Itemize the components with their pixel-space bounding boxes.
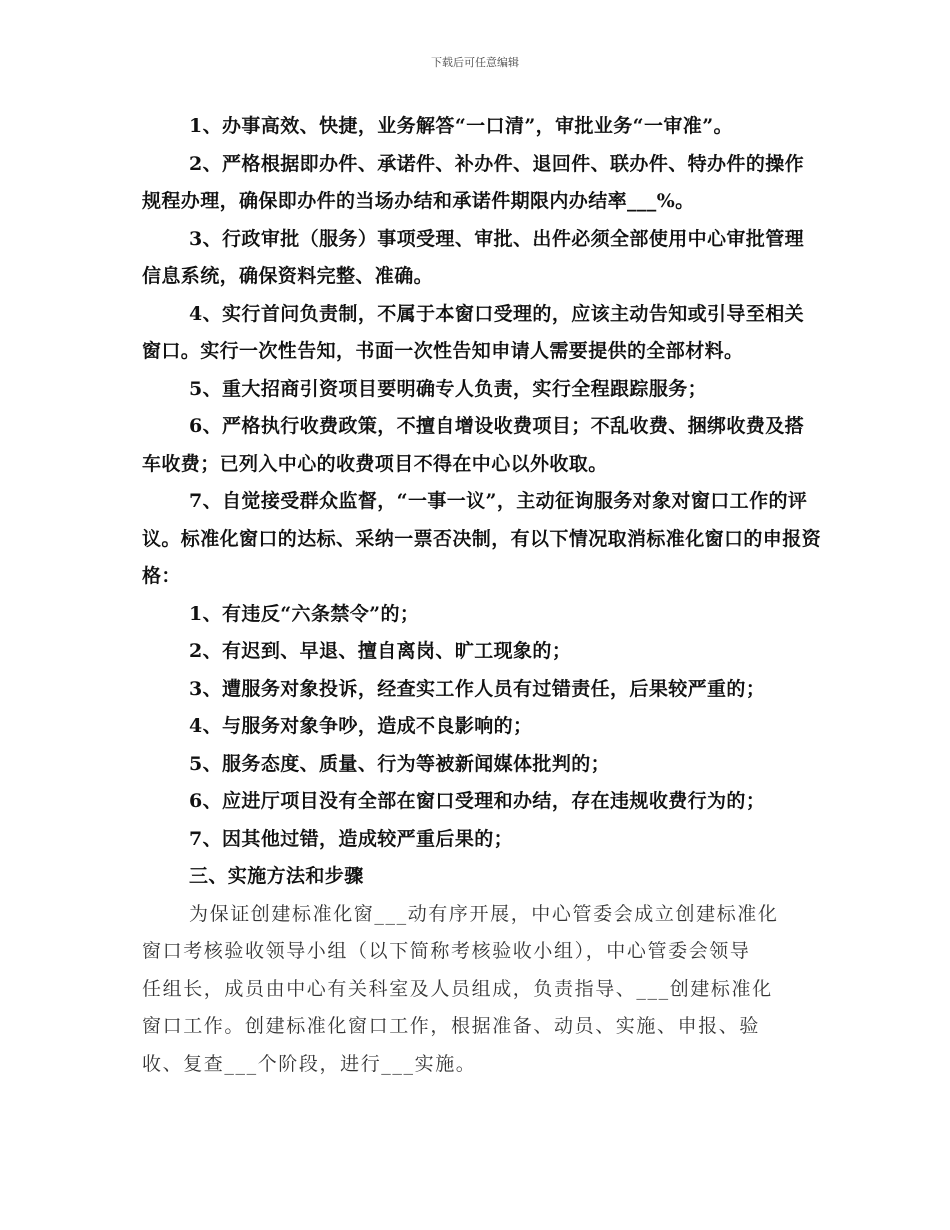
section-heading: 三、实施方法和步骤 [189, 865, 364, 887]
disqualification-item-3: 3、遭服务对象投诉，经查实工作人员有过错责任，后果较严重的； [189, 677, 766, 700]
document-body [142, 108, 822, 1083]
disqualification-item-1: 1、有违反“六条禁令”的； [189, 602, 420, 625]
disqualification-item-2: 2、有迟到、早退、擅自离岗、旷工现象的； [189, 640, 572, 662]
implementation-line-1: 为保证创建标准化窗___动有序开展，中心管委会成立创建标准化 [189, 902, 779, 925]
implementation-line-2: 窗口考核验收领导小组（以下简称考核验收小组），中心管委会领导 [142, 940, 751, 962]
paragraph-6: 6、严格执行收费政策，不擅自增设收费项目；不乱收费、捆绑收费及搭车收费；已列入中心的收费项目不得在中心以外收取。 [142, 415, 805, 475]
disqualification-item-5: 5、服务态度、质量、行为等被新闻媒体批判的； [189, 752, 611, 775]
paragraph-5: 5、重大招商引资项目要明确专人负责，实行全程跟踪服务； [189, 377, 708, 400]
implementation-paragraph [142, 896, 822, 1084]
implementation-line-4: 窗口工作。创建标准化窗口工作，根据准备、动员、实施、申报、验 [142, 1015, 761, 1037]
paragraph-1: 1、办事高效、快捷，业务解答“一口清”，审批业务“一审准”。 [189, 115, 733, 137]
paragraph-7: 7、自觉接受群众监督，“一事一议”，主动征询服务对象对窗口工作的评议。标准化窗口的达标、采纳一票否决制，有以下情况取消标准化窗口的申报资格： [142, 490, 822, 587]
disqualification-item-4: 4、与服务对象争吵，造成不良影响的； [189, 715, 533, 737]
disqualification-item-7: 7、因其他过错，造成较严重后果的； [189, 827, 514, 850]
paragraph-4: 4、实行首问负责制，不属于本窗口受理的，应该主动告知或引导至相关窗口。实行一次性告知，书面一次性告知申请人需要提供的全部材料。 [142, 302, 805, 362]
disqualification-item-6: 6、应进厅项目没有全部在窗口受理和办结，存在违规收费行为的； [189, 790, 766, 812]
paragraph-2: 2、严格根据即办件、承诺件、补办件、退回件、联办件、特办件的操作规程办理，确保即办件的当场办结和承诺件期限内办结率___%。 [142, 152, 805, 212]
implementation-line-3: 任组长，成员由中心有关科室及人员组成，负责指导、___创建标准化 [142, 977, 773, 1000]
page-header-note: 下载后可任意编辑 [431, 56, 519, 69]
implementation-line-5: 收、复查___个阶段，进行___实施。 [142, 1052, 477, 1075]
paragraph-3: 3、行政审批（服务）事项受理、审批、出件必须全部使用中心审批管理信息系统，确保资料完整、准确。 [142, 227, 805, 287]
